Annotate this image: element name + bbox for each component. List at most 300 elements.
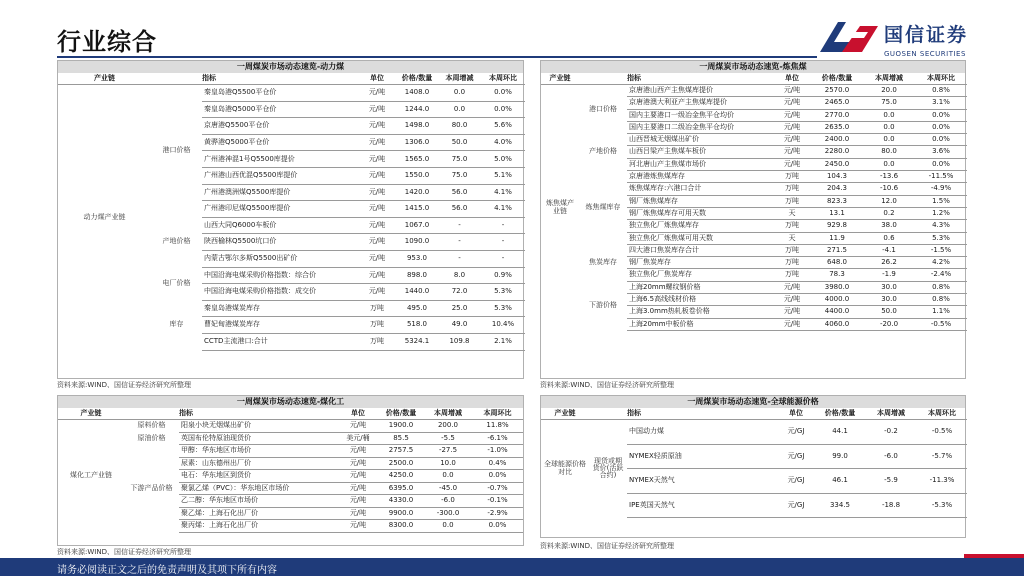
- group-cell: 库存: [169, 320, 184, 329]
- indicator-cell: 山西吕梁产主焦煤车板价: [627, 146, 773, 158]
- unit-cell: 万吨: [773, 220, 811, 232]
- coal-chemical-table: [58, 408, 523, 533]
- chain-cell: 全球能源价格对比: [544, 460, 586, 476]
- indicator-cell: 广州港澳洲煤Q5500库提价: [202, 184, 358, 201]
- power-coal-table: [58, 73, 525, 351]
- unit-cell: 元/吨: [773, 318, 811, 330]
- wow-inc-cell: 72.0: [438, 284, 481, 301]
- wow-inc-cell: 50.0: [438, 134, 481, 151]
- indicator-cell: 独立焦化厂焦炭库存: [627, 269, 773, 281]
- col-chain: 产业链: [58, 408, 124, 420]
- unit-cell: 元/吨: [358, 284, 396, 301]
- col-wow-pct: 本周环比: [917, 408, 967, 420]
- col-unit: 单位: [338, 408, 378, 420]
- wow-inc-cell: 0.0: [424, 470, 472, 483]
- panel-title: 一周煤炭市场动态速览-煤化工: [58, 396, 523, 408]
- price-cell: 2400.0: [811, 134, 863, 146]
- logo-cn-text: 国信证券: [884, 24, 969, 46]
- price-cell: 11.9: [811, 232, 863, 244]
- unit-cell: 元/吨: [338, 470, 378, 483]
- indicator-cell: 京唐港山西产主焦煤库提价: [627, 85, 773, 97]
- wow-pct-cell: -0.5%: [915, 318, 967, 330]
- indicator-cell: 秦皇岛港煤炭库存: [202, 300, 358, 317]
- price-cell: 4250.0: [378, 470, 424, 483]
- wow-inc-cell: -45.0: [424, 482, 472, 495]
- wow-pct-cell: -6.1%: [472, 432, 523, 445]
- wow-inc-cell: 49.0: [438, 317, 481, 334]
- table-row: [58, 85, 525, 102]
- indicator-cell: 山西大同Q6000车板价: [202, 217, 358, 234]
- wow-inc-cell: 0.2: [863, 207, 915, 219]
- col-chain: 产业链: [541, 408, 589, 420]
- wow-inc-cell: 25.0: [438, 300, 481, 317]
- wow-pct-cell: 0.0%: [915, 134, 967, 146]
- wow-inc-cell: 200.0: [424, 420, 472, 433]
- price-cell: 898.0: [396, 267, 438, 284]
- wow-inc-cell: 75.0: [438, 151, 481, 168]
- table-body: [541, 420, 967, 518]
- wow-pct-cell: 4.1%: [481, 184, 525, 201]
- price-cell: 823.3: [811, 195, 863, 207]
- wow-pct-cell: 1.2%: [915, 207, 967, 219]
- wow-inc-cell: -300.0: [424, 507, 472, 520]
- wow-inc-cell: 8.0: [438, 267, 481, 284]
- wow-inc-cell: 0.0: [863, 109, 915, 121]
- wow-inc-cell: 30.0: [863, 281, 915, 293]
- price-cell: 6395.0: [378, 482, 424, 495]
- source-note: 资料来源:WIND、国信证券经济研究所整理: [540, 542, 674, 550]
- chain-cell: 动力煤产业链: [83, 212, 126, 221]
- indicator-cell: CCTD主流港口:合计: [202, 333, 358, 350]
- price-cell: 495.0: [396, 300, 438, 317]
- wow-inc-cell: 56.0: [438, 201, 481, 218]
- indicator-cell: 上海20mm中板价格: [627, 318, 773, 330]
- col-sub: [589, 408, 627, 420]
- indicator-cell: 秦皇岛港Q5000平仓价: [202, 101, 358, 118]
- wow-inc-cell: -18.8: [865, 493, 917, 518]
- table-header-row: [58, 73, 525, 85]
- wow-inc-cell: 80.0: [438, 118, 481, 135]
- col-wow-inc: 本周增减: [424, 408, 472, 420]
- unit-cell: 万吨: [358, 300, 396, 317]
- indicator-cell: 广州港山西优混Q5500库提价: [202, 167, 358, 184]
- price-cell: 2500.0: [378, 457, 424, 470]
- global-energy-table: [541, 408, 967, 518]
- wow-pct-cell: -: [481, 234, 525, 251]
- guosen-logo-mark-icon: [812, 18, 880, 58]
- unit-cell: 万吨: [773, 244, 811, 256]
- wow-pct-cell: -: [481, 217, 525, 234]
- wow-inc-cell: 56.0: [438, 184, 481, 201]
- wow-pct-cell: -1.0%: [472, 445, 523, 458]
- wow-pct-cell: -2.9%: [472, 507, 523, 520]
- wow-pct-cell: 4.2%: [915, 257, 967, 269]
- unit-cell: 元/吨: [773, 146, 811, 158]
- unit-cell: 万吨: [773, 195, 811, 207]
- coking-coal-table: [541, 73, 967, 331]
- wow-inc-cell: -1.9: [863, 269, 915, 281]
- wow-inc-cell: -6.0: [865, 444, 917, 469]
- table-body: [58, 420, 523, 533]
- price-cell: 2465.0: [811, 97, 863, 109]
- indicator-cell: 广州港印尼煤Q5500库提价: [202, 201, 358, 218]
- indicator-cell: 秦皇岛港Q5500平仓价: [202, 85, 358, 102]
- source-note: 资料来源:WIND、国信证券经济研究所整理: [57, 548, 191, 556]
- wow-pct-cell: -11.3%: [917, 469, 967, 494]
- wow-inc-cell: -27.5: [424, 445, 472, 458]
- indicator-cell: 上海20mm螺纹钢价格: [627, 281, 773, 293]
- price-cell: 271.5: [811, 244, 863, 256]
- indicator-cell: 陕西榆林Q5500坑口价: [202, 234, 358, 251]
- wow-inc-cell: 0.0: [863, 134, 915, 146]
- price-cell: 3980.0: [811, 281, 863, 293]
- col-wow-pct: 本周环比: [915, 73, 967, 85]
- wow-inc-cell: 0.0: [863, 158, 915, 170]
- wow-pct-cell: 4.3%: [915, 220, 967, 232]
- indicator-cell: 英国布伦特原油现货价: [179, 432, 338, 445]
- group-cell: 电厂价格: [162, 278, 191, 287]
- unit-cell: 元/吨: [358, 201, 396, 218]
- price-cell: 5324.1: [396, 333, 438, 350]
- wow-pct-cell: 1.5%: [915, 195, 967, 207]
- wow-pct-cell: 4.1%: [481, 201, 525, 218]
- price-cell: 1498.0: [396, 118, 438, 135]
- wow-inc-cell: 0.0: [438, 101, 481, 118]
- unit-cell: 万吨: [773, 171, 811, 183]
- col-indicator: 指标: [627, 408, 777, 420]
- unit-cell: 万吨: [773, 269, 811, 281]
- indicator-cell: 曹妃甸港煤炭库存: [202, 317, 358, 334]
- price-cell: 1408.0: [396, 85, 438, 102]
- panel-title: 一周煤炭市场动态速览-动力煤: [58, 61, 523, 73]
- wow-inc-cell: -5.5: [424, 432, 472, 445]
- unit-cell: 元/GJ: [777, 420, 815, 445]
- unit-cell: 元/吨: [358, 101, 396, 118]
- col-unit: 单位: [777, 408, 815, 420]
- wow-inc-cell: 80.0: [863, 146, 915, 158]
- unit-cell: 万吨: [358, 317, 396, 334]
- unit-cell: 元/GJ: [777, 469, 815, 494]
- price-cell: 1244.0: [396, 101, 438, 118]
- price-cell: 929.8: [811, 220, 863, 232]
- unit-cell: 元/吨: [358, 250, 396, 267]
- wow-inc-cell: 109.8: [438, 333, 481, 350]
- disclaimer-text: 请务必阅读正文之后的免责声明及其项下所有内容: [57, 565, 277, 576]
- group-cell: 原料价格: [137, 421, 166, 430]
- price-cell: 2770.0: [811, 109, 863, 121]
- indicator-cell: 上海6.5高线线材价格: [627, 294, 773, 306]
- wow-inc-cell: -13.6: [863, 171, 915, 183]
- wow-pct-cell: -0.7%: [472, 482, 523, 495]
- global-energy-panel: [540, 395, 966, 538]
- wow-pct-cell: 5.3%: [481, 300, 525, 317]
- price-cell: 4000.0: [811, 294, 863, 306]
- panel-title: 一周煤炭市场动态速览-全球能源价格: [541, 396, 965, 408]
- group-cell: 原油价格: [137, 433, 166, 442]
- unit-cell: 天: [773, 232, 811, 244]
- col-sub: [151, 73, 202, 85]
- table-header-row: [541, 408, 967, 420]
- col-wow-pct: 本周环比: [481, 73, 525, 85]
- price-cell: 78.3: [811, 269, 863, 281]
- wow-pct-cell: 5.1%: [481, 167, 525, 184]
- coal-chemical-panel: [57, 395, 524, 546]
- group-cell: 产地价格: [162, 237, 191, 246]
- unit-cell: 元/吨: [358, 85, 396, 102]
- unit-cell: 元/吨: [338, 495, 378, 508]
- col-indicator: 指标: [627, 73, 773, 85]
- wow-inc-cell: 26.2: [863, 257, 915, 269]
- wow-inc-cell: -10.6: [863, 183, 915, 195]
- page-title: 行业综合: [57, 28, 157, 56]
- wow-pct-cell: -11.5%: [915, 171, 967, 183]
- group-cell: 产地价格: [589, 147, 617, 156]
- col-price: 价格/数量: [396, 73, 438, 85]
- group-cell: 港口价格: [589, 104, 617, 113]
- logo-en-text: GUOSEN SECURITIES: [884, 50, 966, 58]
- indicator-cell: 钢厂炼焦煤库存: [627, 195, 773, 207]
- wow-inc-cell: -: [438, 250, 481, 267]
- wow-inc-cell: -4.1: [863, 244, 915, 256]
- price-cell: 1415.0: [396, 201, 438, 218]
- wow-pct-cell: 3.1%: [915, 97, 967, 109]
- unit-cell: 元/吨: [358, 134, 396, 151]
- indicator-cell: 四大港口焦炭库存合计: [627, 244, 773, 256]
- unit-cell: 万吨: [773, 257, 811, 269]
- unit-cell: 元/吨: [773, 294, 811, 306]
- unit-cell: 元/吨: [358, 167, 396, 184]
- price-cell: 1306.0: [396, 134, 438, 151]
- wow-pct-cell: -2.4%: [915, 269, 967, 281]
- price-cell: 2635.0: [811, 121, 863, 133]
- table-row: [58, 445, 523, 458]
- wow-pct-cell: -4.9%: [915, 183, 967, 195]
- title-rule: [57, 56, 817, 58]
- price-cell: 334.5: [815, 493, 865, 518]
- wow-pct-cell: 0.0%: [481, 85, 525, 102]
- unit-cell: 元/吨: [358, 118, 396, 135]
- guosen-logo: [812, 18, 1012, 62]
- wow-pct-cell: 1.1%: [915, 306, 967, 318]
- unit-cell: 万吨: [358, 333, 396, 350]
- table-body: [541, 85, 967, 331]
- indicator-cell: 河北唐山产主焦煤市场价: [627, 158, 773, 170]
- wow-pct-cell: 5.6%: [481, 118, 525, 135]
- price-cell: 4060.0: [811, 318, 863, 330]
- wow-pct-cell: -0.5%: [917, 420, 967, 445]
- wow-pct-cell: 0.0%: [472, 470, 523, 483]
- wow-inc-cell: -5.9: [865, 469, 917, 494]
- wow-pct-cell: 0.0%: [472, 520, 523, 533]
- wow-inc-cell: 38.0: [863, 220, 915, 232]
- price-cell: 8300.0: [378, 520, 424, 533]
- unit-cell: 元/吨: [773, 158, 811, 170]
- table-row: [58, 420, 523, 433]
- indicator-cell: 黄骅港Q5000平仓价: [202, 134, 358, 151]
- source-note: 资料来源:WIND、国信证券经济研究所整理: [540, 381, 674, 389]
- wow-pct-cell: 4.0%: [481, 134, 525, 151]
- price-cell: 4400.0: [811, 306, 863, 318]
- indicator-cell: 京唐港Q5500平仓价: [202, 118, 358, 135]
- price-cell: 648.0: [811, 257, 863, 269]
- unit-cell: 元/吨: [773, 97, 811, 109]
- table-row: [541, 171, 967, 183]
- price-cell: 1090.0: [396, 234, 438, 251]
- wow-pct-cell: 0.8%: [915, 281, 967, 293]
- unit-cell: 美元/桶: [338, 432, 378, 445]
- chain-cell: 煤化工产业链: [70, 471, 112, 480]
- indicator-cell: 聚乙烯：上海石化出厂价: [179, 507, 338, 520]
- source-note: 资料来源:WIND、国信证券经济研究所整理: [57, 381, 191, 389]
- unit-cell: 元/吨: [773, 85, 811, 97]
- price-cell: 1550.0: [396, 167, 438, 184]
- price-cell: 953.0: [396, 250, 438, 267]
- group-cell: 现货或期货价(活跃合约): [592, 456, 624, 480]
- indicator-cell: 阳泉小块无烟煤出矿价: [179, 420, 338, 433]
- coking-coal-panel: [540, 60, 966, 379]
- table-row: [541, 85, 967, 97]
- price-cell: 2450.0: [811, 158, 863, 170]
- indicator-cell: 独立焦化厂炼焦煤库存: [627, 220, 773, 232]
- chain-cell: 炼焦煤产业链: [546, 199, 574, 215]
- col-sub: [124, 408, 179, 420]
- price-cell: 1067.0: [396, 217, 438, 234]
- wow-inc-cell: -20.0: [863, 318, 915, 330]
- wow-pct-cell: 0.8%: [915, 85, 967, 97]
- wow-inc-cell: 75.0: [863, 97, 915, 109]
- wow-pct-cell: 3.6%: [915, 146, 967, 158]
- col-unit: 单位: [773, 73, 811, 85]
- col-indicator: 指标: [202, 73, 358, 85]
- unit-cell: 元/吨: [358, 217, 396, 234]
- wow-inc-cell: -: [438, 234, 481, 251]
- unit-cell: 元/GJ: [777, 493, 815, 518]
- indicator-cell: 甲醇：华东地区市场价: [179, 445, 338, 458]
- indicator-cell: 尿素：山东德州出厂价: [179, 457, 338, 470]
- wow-inc-cell: 30.0: [863, 294, 915, 306]
- price-cell: 2280.0: [811, 146, 863, 158]
- table-header-row: [541, 73, 967, 85]
- unit-cell: 元/吨: [338, 507, 378, 520]
- wow-pct-cell: 5.3%: [915, 232, 967, 244]
- col-sub: [579, 73, 627, 85]
- wow-pct-cell: -5.7%: [917, 444, 967, 469]
- unit-cell: 元/吨: [773, 281, 811, 293]
- unit-cell: 元/吨: [338, 420, 378, 433]
- wow-pct-cell: -: [481, 250, 525, 267]
- unit-cell: 元/吨: [338, 520, 378, 533]
- unit-cell: 元/吨: [358, 184, 396, 201]
- indicator-cell: 国内主要港口一级冶金焦平仓均价: [627, 109, 773, 121]
- col-price: 价格/数量: [815, 408, 865, 420]
- col-wow-inc: 本周增减: [863, 73, 915, 85]
- wow-inc-cell: 0.0: [438, 85, 481, 102]
- unit-cell: 元/吨: [773, 109, 811, 121]
- indicator-cell: 中国沿海电煤采购价格指数：成交价: [202, 284, 358, 301]
- col-chain: 产业链: [58, 73, 151, 85]
- wow-inc-cell: 75.0: [438, 167, 481, 184]
- unit-cell: 元/吨: [358, 267, 396, 284]
- col-wow-inc: 本周增减: [438, 73, 481, 85]
- group-cell: 焦炭库存: [589, 258, 617, 267]
- wow-pct-cell: 10.4%: [481, 317, 525, 334]
- wow-inc-cell: 12.0: [863, 195, 915, 207]
- col-indicator: 指标: [179, 408, 338, 420]
- wow-inc-cell: 0.0: [424, 520, 472, 533]
- wow-pct-cell: 0.0%: [481, 101, 525, 118]
- price-cell: 1900.0: [378, 420, 424, 433]
- unit-cell: 元/吨: [338, 482, 378, 495]
- unit-cell: 元/GJ: [777, 444, 815, 469]
- price-cell: 9900.0: [378, 507, 424, 520]
- price-cell: 85.5: [378, 432, 424, 445]
- indicator-cell: 国内主要港口二级冶金焦平仓均价: [627, 121, 773, 133]
- col-unit: 单位: [358, 73, 396, 85]
- col-price: 价格/数量: [378, 408, 424, 420]
- unit-cell: 元/吨: [773, 306, 811, 318]
- price-cell: 1565.0: [396, 151, 438, 168]
- wow-pct-cell: 0.0%: [915, 109, 967, 121]
- indicator-cell: 京唐港炼焦煤库存: [627, 171, 773, 183]
- indicator-cell: 山西晋城无烟煤出矿价: [627, 134, 773, 146]
- power-coal-panel: [57, 60, 524, 379]
- indicator-cell: 钢厂焦炭库存: [627, 257, 773, 269]
- unit-cell: 元/吨: [338, 445, 378, 458]
- indicator-cell: 聚丙烯：上海石化出厂价: [179, 520, 338, 533]
- wow-inc-cell: -0.2: [865, 420, 917, 445]
- wow-pct-cell: 5.3%: [481, 284, 525, 301]
- col-chain: 产业链: [541, 73, 579, 85]
- price-cell: 13.1: [811, 207, 863, 219]
- indicator-cell: IPE英国天然气: [627, 493, 777, 518]
- wow-pct-cell: 0.8%: [915, 294, 967, 306]
- wow-pct-cell: 0.4%: [472, 457, 523, 470]
- price-cell: 104.3: [811, 171, 863, 183]
- group-cell: 炼焦煤库存: [585, 202, 621, 211]
- unit-cell: 天: [773, 207, 811, 219]
- footer-bar: [0, 558, 1024, 576]
- table-body: [58, 85, 525, 351]
- wow-inc-cell: 0.0: [863, 121, 915, 133]
- price-cell: 44.1: [815, 420, 865, 445]
- indicator-cell: 钢厂炼焦煤库存可用天数: [627, 207, 773, 219]
- indicator-cell: 内蒙古鄂尔多斯Q5500出矿价: [202, 250, 358, 267]
- wow-pct-cell: 0.0%: [915, 158, 967, 170]
- price-cell: 1420.0: [396, 184, 438, 201]
- price-cell: 99.0: [815, 444, 865, 469]
- indicator-cell: 聚氯乙烯（PVC）：华东地区市场价: [179, 482, 338, 495]
- col-wow-inc: 本周增减: [865, 408, 917, 420]
- group-cell: 下游价格: [589, 301, 617, 310]
- indicator-cell: NYMEX轻质原油: [627, 444, 777, 469]
- unit-cell: 元/吨: [773, 134, 811, 146]
- wow-pct-cell: -1.5%: [915, 244, 967, 256]
- price-cell: 4330.0: [378, 495, 424, 508]
- indicator-cell: 广州港神混1号Q5500库提价: [202, 151, 358, 168]
- col-price: 价格/数量: [811, 73, 863, 85]
- wow-pct-cell: -5.3%: [917, 493, 967, 518]
- unit-cell: 元/吨: [358, 151, 396, 168]
- table-header-row: [58, 408, 523, 420]
- price-cell: 204.3: [811, 183, 863, 195]
- wow-pct-cell: 11.8%: [472, 420, 523, 433]
- price-cell: 1440.0: [396, 284, 438, 301]
- panel-title: 一周煤炭市场动态速览-炼焦煤: [541, 61, 965, 73]
- unit-cell: 元/吨: [358, 234, 396, 251]
- wow-inc-cell: 20.0: [863, 85, 915, 97]
- indicator-cell: 独立焦化厂炼焦煤可用天数: [627, 232, 773, 244]
- unit-cell: 元/吨: [773, 121, 811, 133]
